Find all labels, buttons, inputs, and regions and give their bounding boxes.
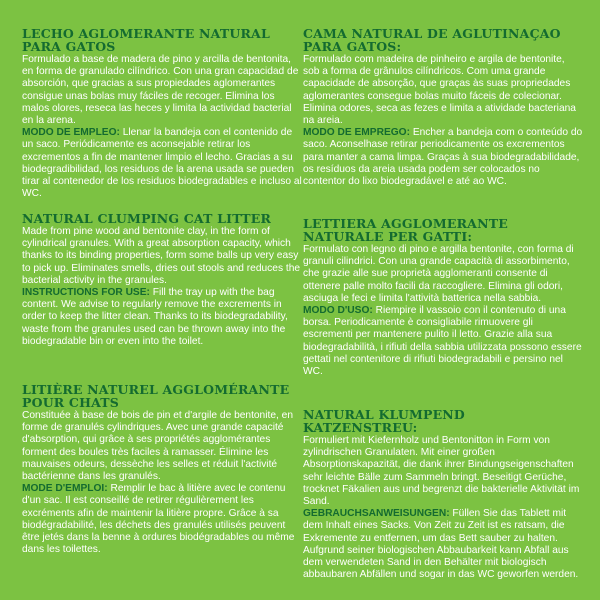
description-spanish: Formulado a base de madera de pino y arcilla de bentonita, en forma de granulado cilíndrico. Con una gran capacidad de absorción, que gracias a sus propiedades aglomerantes consigue unas bolas muy fáciles de recoger. Elimina los malos olores, reseca las heces y limita la actividad bacterial en la arena. [22,54,299,127]
section-title-french: LITIÈRE NATUREL AGGLOMÉRANTE POUR CHATS [22,382,290,410]
section-french [22,383,304,556]
description-italian: Formulato con legno di pino e argilla bentonite, con forma di granuli cilindrici. Con una grande capacità di assorbimento, che grazie alle sue proprietà agglomeranti consente di ottenere palle molto facili da raccogliere. Elimina gli odori, asciuga le feci e limita l'attività batterica nella sabbia. [303,244,574,304]
section-portuguese [303,27,583,188]
instructions-german [303,508,583,581]
instructions-text-french: Remplir le bac à litière avec le contenu d'un sac. Il est conseillé de retirer régulièrement les excréments afin de maintenir la litière propre. Grâce à sa biodégradabilité, les déchets des granulés utilisés peuvent être jetés dans la benne à ordures biodégradables ou même dans les toilettes. [22,483,295,556]
instructions-text-spanish: Llenar la bandeja con el contenido de un saco. Periódicamente es aconsejable retirar los excrementos a fin de mantener limpio el lecho. Gracias a su biodegradibilidad, los residuos de la arena usada se pueden tirar al contenedor de los residuos biodegradables e incluso al WC. [22,127,302,200]
instructions-label-spanish: MODO DE EMPLEO: [22,127,120,139]
description-french: Constituée à base de bois de pin et d'argile de bentonite, en forme de granulés cylindriques. Avec une grande capacité d'absorption, qui grâce à ses propriétés agglomérantes forment des boules très faciles à ramasser. Élimine les mauvaises odeurs, dessèche les selles et réduit l'activité bactérienne dans les granulés. [22,410,293,483]
section-title-portuguese: CAMA NATURAL DE AGLUTINAÇAO PARA GATOS: [303,26,561,54]
instructions-text-english: Fill the tray up with the bag content. We advise to regularly remove the excrements in order to keep the litter clean. Thanks to its biodegradability, waste from the granules used can be thrown away into the biodegradable bin or even into the toilet. [22,287,288,347]
instructions-text-portuguese: Encher a bandeja com o conteúdo do saco. Aconselhase retirar periodicamente os excrementos para manter a cama limpa. Graças à sua biodegradabilidade, os resíduos da areia usada podem ser colocados no contentor do lixo biodegradável e até ao WC. [303,127,583,188]
section-title-german: NATURAL KLUMPEND KATZENSTREU: [303,407,465,435]
section-title-english: NATURAL CLUMPING CAT LITTER [22,211,272,226]
description-german: Formuliert mit Kiefernholz und Bentonitton in Form von zylindrischen Granulaten. Mit einer großen Absorptionskapazität, die dank ihrer Bindungseigenschaften sehr leichte Bälle zum Sammeln bringt. Beseitigt Gerüche, trocknet Fäkalien aus und begrenzt die bakterielle Aktivität im Sand. [303,435,580,508]
instructions-label-portuguese: MODO DE EMPREGO: [303,127,410,139]
instructions-label-french: MODE D'EMPLOI: [22,483,108,495]
instructions-portuguese [303,127,583,188]
section-english [22,212,304,348]
instructions-text-italian: Riempire il vassoio con il contenuto di una borsa. Periodicamente è consigliabile rimuovere gli escrementi per mantenere pulito il letto. Grazie alla sua biodegradabilità, i rifiuti della sabbia utilizzata possono essere gettati nel contenitore di rifiuti biodegradabili e persino nel WC. [303,305,582,378]
instructions-label-italian: MODO D'USO: [303,305,373,317]
instructions-label-english: INSTRUCTIONS FOR USE: [22,287,150,299]
description-english: Made from pine wood and bentonite clay, in the form of cylindrical granules. With a great absorption capacity, which thanks to its binding properties, form some balls up very easy to pick up. Eliminates smells, dries out stools and reduces the bacterial activity in the granules. [22,226,301,286]
instructions-english [22,287,304,348]
section-title-italian: LETTIERA AGGLOMERANTE NATURALE PER GATTI: [303,216,508,244]
instructions-italian [303,305,583,378]
instructions-french [22,483,304,556]
instructions-spanish [22,127,304,200]
section-german [303,408,583,581]
section-italian [303,217,583,378]
section-spanish [22,27,304,200]
description-portuguese: Formulado com madeira de pinheiro e argila de bentonite, sob a forma de grânulos cilíndricos. Com uma grande capacidade de absorção, que graças às suas propriedades aglomerantes consegue bolas muito fáceis de colecionar. Elimina odores, seca as fezes e limita a atividade bacteriana na areia. [303,54,576,127]
instructions-text-german: Füllen Sie das Tablett mit dem Inhalt eines Sacks. Von Zeit zu Zeit ist es ratsam, die Exkremente zu entfernen, um das Bett sauber zu halten. Aufgrund seiner biologischen Abbaubarkeit kann Abfall aus dem verwendeten Sand in den Behälter mit biologisch abbaubaren Abfällen und sogar in das WC geworfen werden. [303,508,579,581]
instructions-label-german: GEBRAUCHSANWEISUNGEN: [303,508,450,520]
section-title-spanish: LECHO AGLOMERANTE NATURAL PARA GATOS [22,26,270,54]
